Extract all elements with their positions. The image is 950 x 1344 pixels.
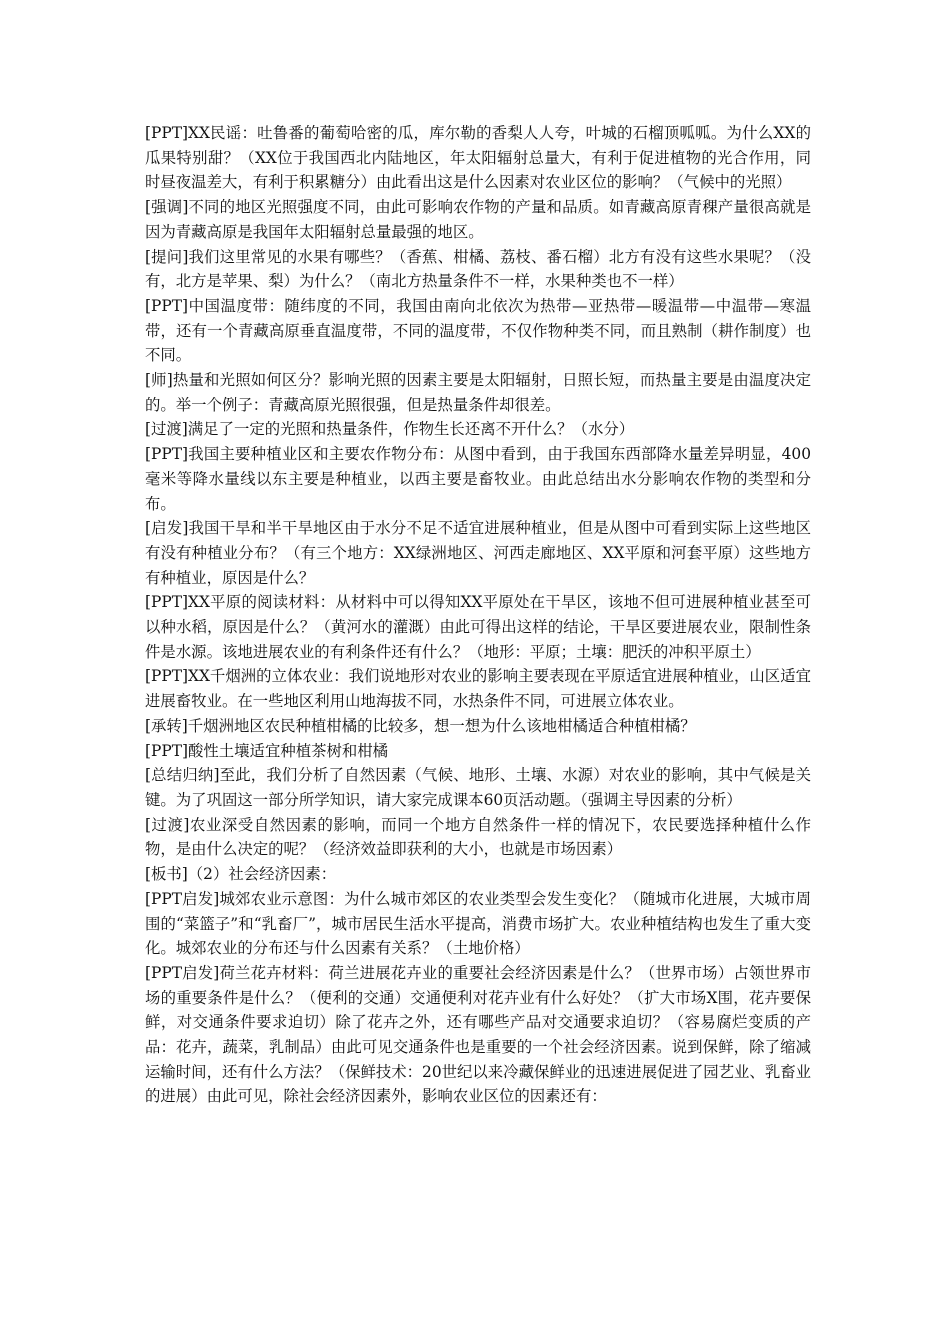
paragraph-question-common-fruits: [提问]我们这里常见的水果有哪些？（香蕉、柑橘、荔枝、番石榴）北方有没有这些水果呢？（没有，北方是苹果、梨）为什么？（南北方热量条件不一样，水果种类也不一样）	[145, 247, 811, 291]
paragraph-transition-market: [过渡]农业深受自然因素的影响，而同一个地方自然条件一样的情况下，农民要选择种植什么作物，是由什么决定的呢？（经济效益即获利的大小，也就是市场因素）	[145, 815, 811, 859]
paragraph-ppt-suburban-agriculture: [PPT启发]城郊农业示意图：为什么城市郊区的农业类型会发生变化？（随城市化进展，大城市周围的“菜篮子”和“乳畜厂”，城市居民生活水平提高，消费市场扩大。农业种植结构也发生了重大变化。城郊农业的分布还与什么因素有关系？（土地价格）	[145, 889, 811, 958]
paragraph-inspire-arid-regions: [启发]我国干旱和半干旱地区由于水分不足不适宜进展种植业，但是从图中可看到实际上这些地区有没有种植业分布？（有三个地方：XX绿洲地区、河西走廊地区、XX平原和河套平原）这些地方有种植业，原因是什么？	[145, 519, 811, 587]
paragraph-emphasis-light-intensity: [强调]不同的地区光照强度不同，由此可影响农作物的产量和品质。如青藏高原青稞产量很高就是因为青藏高原是我国年太阳辐射总量最强的地区。	[145, 198, 811, 241]
paragraph-ppt-plain-reading: [PPT]XX平原的阅读材料：从材料中可以得知XX平原处在干旱区，该地不但可进展种植业甚至可以种水稻，原因是什么？（黄河水的灌溉）由此可得出这样的结论，干旱区要进展农业，限制性条件是水源。该地进展农业的有利条件还有什么？（地形：平原；土壤：肥沃的冲积平原土）	[145, 593, 811, 661]
paragraph-board-socioeconomic: [板书]（2）社会经济因素：	[145, 865, 337, 884]
paragraph-ppt-dutch-flowers: [PPT启发]荷兰花卉材料：荷兰进展花卉业的重要社会经济因素是什么？（世界市场）占领世界市场的重要条件是什么？（便利的交通）交通便利对花卉业有什么好处？（扩大市场X围，花卉要保鲜，对交通条件要求迫切）除了花卉之外，还有哪些产品对交通要求迫切？（容易腐烂变质的产品：花卉，蔬菜，乳制品）由此可见交通条件也是重要的一个社会经济因素。说到保鲜，除了缩减运输时间，还有什么方法？（保鲜技术：20世纪以来冷藏保鲜业的迅速进展促进了园艺业、乳畜业的进展）由此可见，除社会经济因素外，影响农业区位的因素还有：	[145, 963, 811, 1106]
paragraph-ppt-qianyanzhou-agriculture: [PPT]XX千烟洲的立体农业：我们说地形对农业的影响主要表现在平原适宜进展种植业，山区适宜进展畜牧业。在一些地区利用山地海拔不同，水热条件不同，可进展立体农业。	[145, 667, 811, 711]
paragraph-ppt-crop-distribution: [PPT]我国主要种植业区和主要农作物分布：从图中看到，由于我国东西部降水量差异明显，400毫米等降水量线以东主要是种植业，以西主要是畜牧业。由此总结出水分影响农作物的类型和分布。	[145, 445, 811, 513]
paragraph-ppt-xinjiang-folk-song: [PPT]XX民谣：吐鲁番的葡萄哈密的瓜，库尔勒的香梨人人夸，叶城的石榴顶呱呱。为什么XX的瓜果特别甜？（XX位于我国西北内陆地区，年太阳辐射总量大，有利于促进植物的光合作用，同时昼夜温差大，有利于积累糖分）由此看出这是什么因素对农业区位的影响？（气候中的光照）	[145, 124, 811, 192]
paragraph-transition-water: [过渡]满足了一定的光照和热量条件，作物生长还离不开什么？（水分）	[145, 420, 635, 439]
paragraph-transition-citrus: [承转]千烟洲地区农民种植柑橘的比较多，想一想为什么该地柑橘适合种植柑橘？	[145, 716, 696, 735]
paragraph-summary-natural-factors: [总结归纳]至此，我们分析了自然因素（气候、地形、土壤、水源）对农业的影响，其中气候是关键。为了巩固这一部分所学知识，请大家完成课本60页活动题。（强调主导因素的分析）	[145, 766, 811, 809]
paragraph-teacher-heat-vs-light: [师]热量和光照如何区分？影响光照的因素主要是太阳辐射，日照长短，而热量主要是由温度决定的。举一个例子：青藏高原光照很强，但是热量条件却很差。	[145, 371, 811, 414]
document-body	[145, 121, 811, 1109]
paragraph-ppt-temperature-zones: [PPT]中国温度带：随纬度的不同，我国由南向北依次为热带—亚热带—暖温带—中温带—寒温带，还有一个青藏高原垂直温度带，不同的温度带，不仅作物种类不同，而且熟制（耕作制度）也不同。	[145, 296, 811, 365]
paragraph-ppt-acidic-soil: [PPT]酸性土壤适宜种植茶树和柑橘	[145, 741, 389, 760]
